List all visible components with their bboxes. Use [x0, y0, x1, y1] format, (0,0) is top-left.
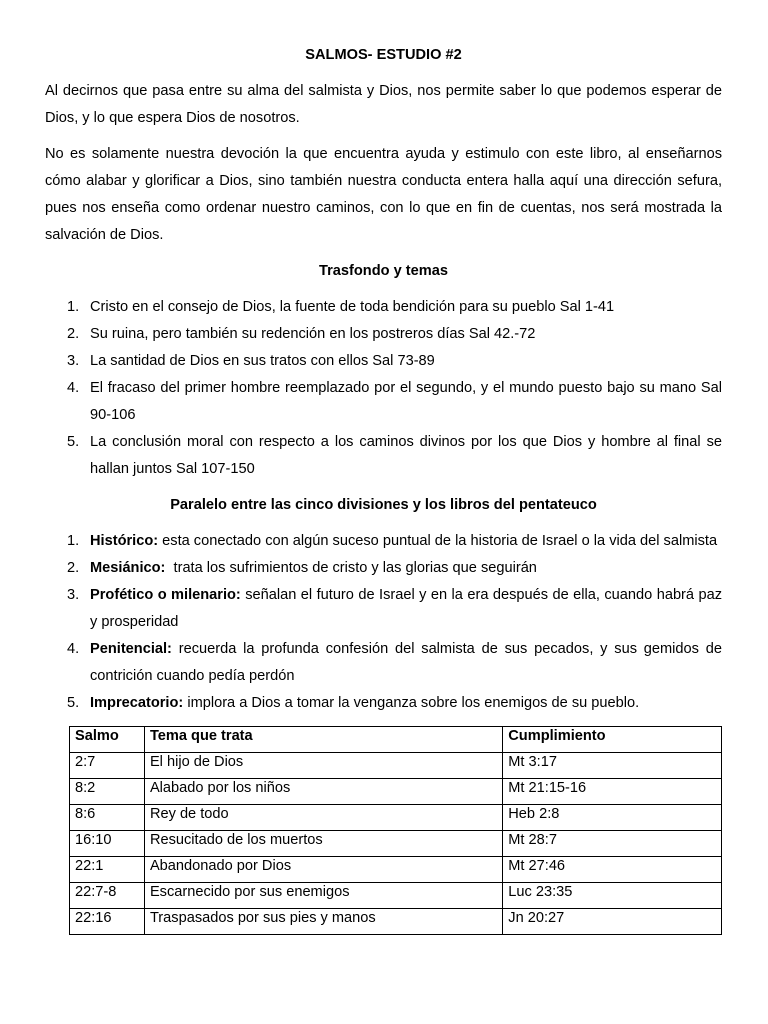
table-cell: 8:2 [70, 779, 145, 805]
table-cell: 2:7 [70, 753, 145, 779]
list-item-term: Penitencial: [90, 641, 172, 657]
list-item [45, 636, 722, 690]
list-item [45, 690, 722, 717]
column-header-tema: Tema que trata [144, 727, 502, 753]
table-row [70, 909, 722, 935]
table-cell: 16:10 [70, 831, 145, 857]
list-item-number: 5. [67, 434, 80, 450]
list-item-term: Profético o milenario: [90, 587, 241, 603]
table-row [70, 779, 722, 805]
table-cell: Mt 3:17 [503, 753, 722, 779]
column-header-cumplimiento: Cumplimiento [503, 727, 722, 753]
list-item [45, 555, 722, 582]
section-heading-trasfondo: Trasfondo y temas [319, 263, 448, 279]
list-item-term: Histórico: [90, 533, 159, 549]
list-item-number: 3. [67, 353, 80, 369]
list-item-number: 2. [67, 326, 80, 342]
table-cell: Mt 28:7 [503, 831, 722, 857]
list-item-text: trata los sufrimientos de cristo y las glorias que seguirán [165, 560, 537, 576]
list-item-text: La conclusión moral con respecto a los caminos divinos por los que Dios y hombre al final se hallan juntos Sal 107-150 [90, 434, 722, 477]
list-item-number: 3. [67, 587, 80, 603]
intro-paragraph-1: Al decirnos que pasa entre su alma del salmista y Dios, nos permite saber lo que podemos esperar de Dios, y lo que espera Dios de nosotros. [45, 83, 722, 126]
table-row [70, 883, 722, 909]
table-cell: Resucitado de los muertos [144, 831, 502, 857]
list-item [45, 321, 722, 348]
list-item [45, 429, 722, 483]
table-cell: Luc 23:35 [503, 883, 722, 909]
list-item [45, 348, 722, 375]
table-cell: Abandonado por Dios [144, 857, 502, 883]
list-item [45, 375, 722, 429]
list-item-number: 1. [67, 299, 80, 315]
table-cell: Heb 2:8 [503, 805, 722, 831]
table-cell: Mt 21:15-16 [503, 779, 722, 805]
list-item-text: La santidad de Dios en sus tratos con ellos Sal 73-89 [90, 353, 435, 369]
list-item-number: 1. [67, 533, 80, 549]
table-row [70, 831, 722, 857]
psalms-table [69, 726, 722, 935]
list-item-term: Imprecatorio: [90, 695, 184, 711]
table-row [70, 753, 722, 779]
list-item-number: 5. [67, 695, 80, 711]
table-cell: 8:6 [70, 805, 145, 831]
list-item [45, 582, 722, 636]
table-cell: 22:7-8 [70, 883, 145, 909]
table-cell: Rey de todo [144, 805, 502, 831]
table-cell: 22:16 [70, 909, 145, 935]
table-cell: Escarnecido por sus enemigos [144, 883, 502, 909]
table-cell: Jn 20:27 [503, 909, 722, 935]
list-item-number: 4. [67, 641, 80, 657]
list-item [45, 528, 722, 555]
divisions-list [45, 528, 722, 717]
table-cell: Traspasados por sus pies y manos [144, 909, 502, 935]
list-item-text: esta conectado con algún suceso puntual de la historia de Israel o la vida del salmista [158, 533, 718, 549]
list-item-number: 4. [67, 380, 80, 396]
list-item-text: señalan el futuro de Israel y en la era después de ella, cuando habrá paz y prosperidad [90, 587, 723, 630]
document-page [45, 42, 722, 935]
table-cell: Mt 27:46 [503, 857, 722, 883]
list-item-number: 2. [67, 560, 80, 576]
list-item-text: El fracaso del primer hombre reemplazado por el segundo, y el mundo puesto bajo su mano Sal 90-106 [90, 380, 722, 423]
document-title: SALMOS- ESTUDIO #2 [305, 47, 462, 63]
table-row [70, 857, 722, 883]
themes-list [45, 294, 722, 483]
list-item-text: Su ruina, pero también su redención en los postreros días Sal 42.-72 [90, 326, 536, 342]
table-cell: Alabado por los niños [144, 779, 502, 805]
list-item-text: Cristo en el consejo de Dios, la fuente de toda bendición para su pueblo Sal 1-41 [90, 299, 615, 315]
list-item-text: implora a Dios a tomar la venganza sobre los enemigos de su pueblo. [183, 695, 640, 711]
table-row [70, 805, 722, 831]
table-cell: El hijo de Dios [144, 753, 502, 779]
column-header-salmo: Salmo [70, 727, 145, 753]
list-item-text: recuerda la profunda confesión del salmista de sus pecados, y sus gemidos de contrición cuando pedía perdón [90, 641, 722, 684]
list-item [45, 294, 722, 321]
list-item-term: Mesiánico: [90, 560, 166, 576]
table-cell: 22:1 [70, 857, 145, 883]
intro-paragraph-2: No es solamente nuestra devoción la que encuentra ayuda y estimulo con este libro, al enseñarnos cómo alabar y glorificar a Dios, sino también nuestra conducta entera halla aquí una dirección sefura, pues nos enseña como ordenar nuestro caminos, con lo que en fin de cuentas, nos será mostrada la salvación de Dios. [45, 146, 722, 243]
table-header-row [70, 727, 722, 753]
section-heading-paralelo: Paralelo entre las cinco divisiones y los libros del pentateuco [170, 497, 597, 513]
